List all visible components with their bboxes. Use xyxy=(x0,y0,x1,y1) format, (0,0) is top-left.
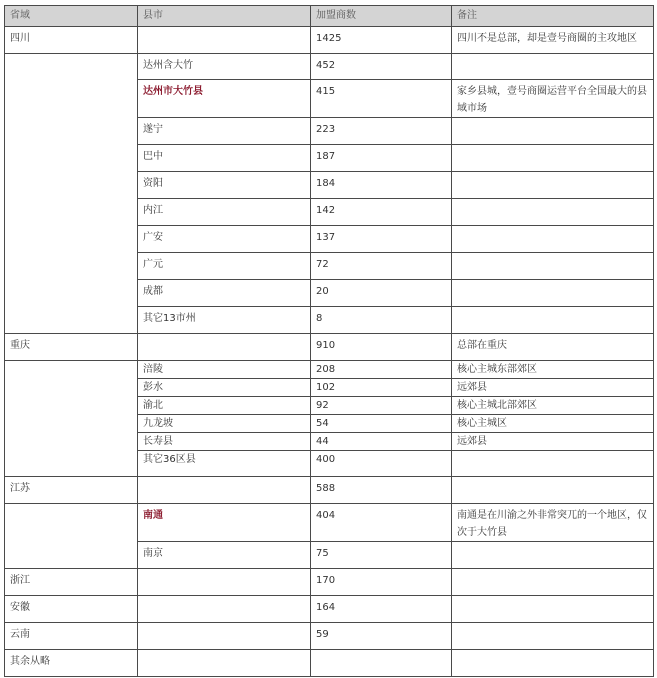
city-label: 长寿县 xyxy=(143,436,173,447)
note-text xyxy=(457,199,648,202)
note-text xyxy=(457,54,648,57)
note-cell xyxy=(452,145,654,172)
province-cell xyxy=(5,569,138,596)
city-cell xyxy=(138,569,311,596)
count-cell xyxy=(311,253,452,280)
note-cell xyxy=(452,54,654,80)
city-label: 达州市大竹县 xyxy=(143,86,203,97)
city-cell xyxy=(138,80,311,118)
note-cell xyxy=(452,433,654,451)
count-value: 137 xyxy=(316,232,336,243)
city-label: 彭水 xyxy=(143,382,163,393)
city-label xyxy=(143,27,305,30)
note-text: 核心主城北部郊区 xyxy=(457,400,537,411)
count-cell xyxy=(311,172,452,199)
province-label: 浙江 xyxy=(10,575,30,586)
province-cell xyxy=(5,623,138,650)
city-cell xyxy=(138,307,311,334)
city-cell xyxy=(138,477,311,504)
count-cell xyxy=(311,397,452,415)
province-label: 安徽 xyxy=(10,602,30,613)
note-text: 核心主城区 xyxy=(457,418,507,429)
note-cell xyxy=(452,415,654,433)
city-cell xyxy=(138,623,311,650)
count-cell xyxy=(311,542,452,569)
city-cell xyxy=(138,226,311,253)
city-label: 其它36区县 xyxy=(143,454,196,465)
city-label: 涪陵 xyxy=(143,364,163,375)
count-cell xyxy=(311,650,452,677)
note-cell xyxy=(452,596,654,623)
count-value: 164 xyxy=(316,602,336,613)
note-text: 南通是在川渝之外非常突兀的一个地区，仅次于大竹县 xyxy=(457,510,647,538)
table-row xyxy=(5,477,654,504)
note-text xyxy=(457,650,648,653)
count-value: 72 xyxy=(316,259,329,270)
province-cell xyxy=(5,650,138,677)
count-cell xyxy=(311,54,452,80)
note-text xyxy=(457,253,648,256)
count-cell xyxy=(311,27,452,54)
city-cell xyxy=(138,504,311,542)
count-value: 20 xyxy=(316,286,329,297)
table-row xyxy=(5,569,654,596)
count-value: 54 xyxy=(316,418,329,429)
province-cell xyxy=(5,477,138,504)
province-cell xyxy=(5,54,138,334)
note-cell xyxy=(452,650,654,677)
table-row xyxy=(5,361,654,379)
count-value: 910 xyxy=(316,340,336,351)
note-text xyxy=(457,280,648,283)
table-row xyxy=(5,27,654,54)
note-text: 家乡县城，壹号商圈运营平台全国最大的县域市场 xyxy=(457,86,647,114)
note-cell xyxy=(452,226,654,253)
count-value: 404 xyxy=(316,510,336,521)
province-cell xyxy=(5,27,138,54)
count-value: 75 xyxy=(316,548,329,559)
count-cell xyxy=(311,145,452,172)
province-label: 云南 xyxy=(10,629,30,640)
note-cell xyxy=(452,172,654,199)
count-cell xyxy=(311,569,452,596)
note-text: 核心主城东部郊区 xyxy=(457,364,537,375)
city-label xyxy=(143,623,305,626)
city-label xyxy=(143,650,305,653)
city-cell xyxy=(138,334,311,361)
province-label: 其余从略 xyxy=(10,656,50,667)
franchise-table xyxy=(4,5,654,677)
note-cell xyxy=(452,253,654,280)
count-value xyxy=(316,650,446,653)
province-label xyxy=(10,54,132,57)
note-text: 远郊县 xyxy=(457,382,487,393)
note-text xyxy=(457,145,648,148)
count-cell xyxy=(311,596,452,623)
province-cell xyxy=(5,334,138,361)
city-label xyxy=(143,334,305,337)
province-label xyxy=(10,504,132,507)
count-value: 142 xyxy=(316,205,336,216)
count-value: 184 xyxy=(316,178,336,189)
count-value: 44 xyxy=(316,436,329,447)
city-label: 广安 xyxy=(143,232,163,243)
city-cell xyxy=(138,361,311,379)
city-cell xyxy=(138,379,311,397)
city-label: 达州含大竹 xyxy=(143,60,193,71)
city-label: 渝北 xyxy=(143,400,163,411)
note-text xyxy=(457,226,648,229)
city-cell xyxy=(138,172,311,199)
count-cell xyxy=(311,623,452,650)
count-cell xyxy=(311,226,452,253)
city-label: 南京 xyxy=(143,548,163,559)
note-cell xyxy=(452,199,654,226)
count-cell xyxy=(311,80,452,118)
note-text xyxy=(457,542,648,545)
count-value: 102 xyxy=(316,382,336,393)
count-value: 208 xyxy=(316,364,336,375)
note-text xyxy=(457,172,648,175)
city-cell xyxy=(138,415,311,433)
note-text: 总部在重庆 xyxy=(457,340,507,351)
count-value: 588 xyxy=(316,483,336,494)
header-count: 加盟商数 xyxy=(311,6,452,27)
city-cell xyxy=(138,397,311,415)
note-cell xyxy=(452,477,654,504)
count-value: 8 xyxy=(316,313,323,324)
count-cell xyxy=(311,504,452,542)
note-text xyxy=(457,307,648,310)
note-cell xyxy=(452,118,654,145)
city-label: 广元 xyxy=(143,259,163,270)
note-text: 远郊县 xyxy=(457,436,487,447)
city-label xyxy=(143,596,305,599)
city-cell xyxy=(138,542,311,569)
city-label xyxy=(143,477,305,480)
count-cell xyxy=(311,477,452,504)
count-value: 452 xyxy=(316,60,336,71)
city-cell xyxy=(138,596,311,623)
city-cell xyxy=(138,253,311,280)
city-label xyxy=(143,569,305,572)
city-cell xyxy=(138,118,311,145)
table-row xyxy=(5,504,654,542)
city-label: 成都 xyxy=(143,286,163,297)
city-cell xyxy=(138,145,311,172)
city-label: 遂宁 xyxy=(143,124,163,135)
note-cell xyxy=(452,27,654,54)
city-label: 巴中 xyxy=(143,151,163,162)
city-label: 九龙坡 xyxy=(143,418,173,429)
note-cell xyxy=(452,542,654,569)
count-value: 170 xyxy=(316,575,336,586)
table-row xyxy=(5,54,654,80)
count-cell xyxy=(311,307,452,334)
count-value: 223 xyxy=(316,124,336,135)
city-label: 南通 xyxy=(143,510,163,521)
province-label: 重庆 xyxy=(10,340,30,351)
count-value: 92 xyxy=(316,400,329,411)
city-cell xyxy=(138,54,311,80)
table-row xyxy=(5,623,654,650)
province-label: 江苏 xyxy=(10,483,30,494)
header-note: 备注 xyxy=(452,6,654,27)
note-cell xyxy=(452,379,654,397)
header-province: 省域 xyxy=(5,6,138,27)
city-cell xyxy=(138,280,311,307)
count-cell xyxy=(311,433,452,451)
count-cell xyxy=(311,280,452,307)
count-value: 59 xyxy=(316,629,329,640)
count-cell xyxy=(311,199,452,226)
city-label: 资阳 xyxy=(143,178,163,189)
province-label xyxy=(10,361,132,364)
count-cell xyxy=(311,415,452,433)
note-cell xyxy=(452,397,654,415)
note-text xyxy=(457,118,648,121)
count-cell xyxy=(311,379,452,397)
province-cell xyxy=(5,596,138,623)
count-cell xyxy=(311,361,452,379)
city-label: 内江 xyxy=(143,205,163,216)
table-row xyxy=(5,334,654,361)
note-cell xyxy=(452,361,654,379)
count-cell xyxy=(311,118,452,145)
count-cell xyxy=(311,451,452,477)
city-label: 其它13市州 xyxy=(143,313,196,324)
note-text xyxy=(457,596,648,599)
count-value: 400 xyxy=(316,454,336,465)
city-cell xyxy=(138,650,311,677)
city-cell xyxy=(138,199,311,226)
city-cell xyxy=(138,27,311,54)
city-cell xyxy=(138,451,311,477)
note-text xyxy=(457,569,648,572)
count-value: 187 xyxy=(316,151,336,162)
note-text xyxy=(457,623,648,626)
table-row xyxy=(5,596,654,623)
count-value: 1425 xyxy=(316,33,342,44)
note-cell xyxy=(452,80,654,118)
city-cell xyxy=(138,433,311,451)
table-row xyxy=(5,650,654,677)
note-text xyxy=(457,477,648,480)
note-text: 四川不是总部，却是壹号商圈的主攻地区 xyxy=(457,33,637,44)
province-label: 四川 xyxy=(10,33,30,44)
count-cell xyxy=(311,334,452,361)
note-cell xyxy=(452,307,654,334)
note-cell xyxy=(452,280,654,307)
table-header-row xyxy=(5,6,654,27)
note-cell xyxy=(452,334,654,361)
note-cell xyxy=(452,623,654,650)
province-cell xyxy=(5,361,138,477)
province-cell xyxy=(5,504,138,569)
note-cell xyxy=(452,504,654,542)
note-cell xyxy=(452,569,654,596)
note-cell xyxy=(452,451,654,477)
header-city: 县市 xyxy=(138,6,311,27)
count-value: 415 xyxy=(316,86,336,97)
